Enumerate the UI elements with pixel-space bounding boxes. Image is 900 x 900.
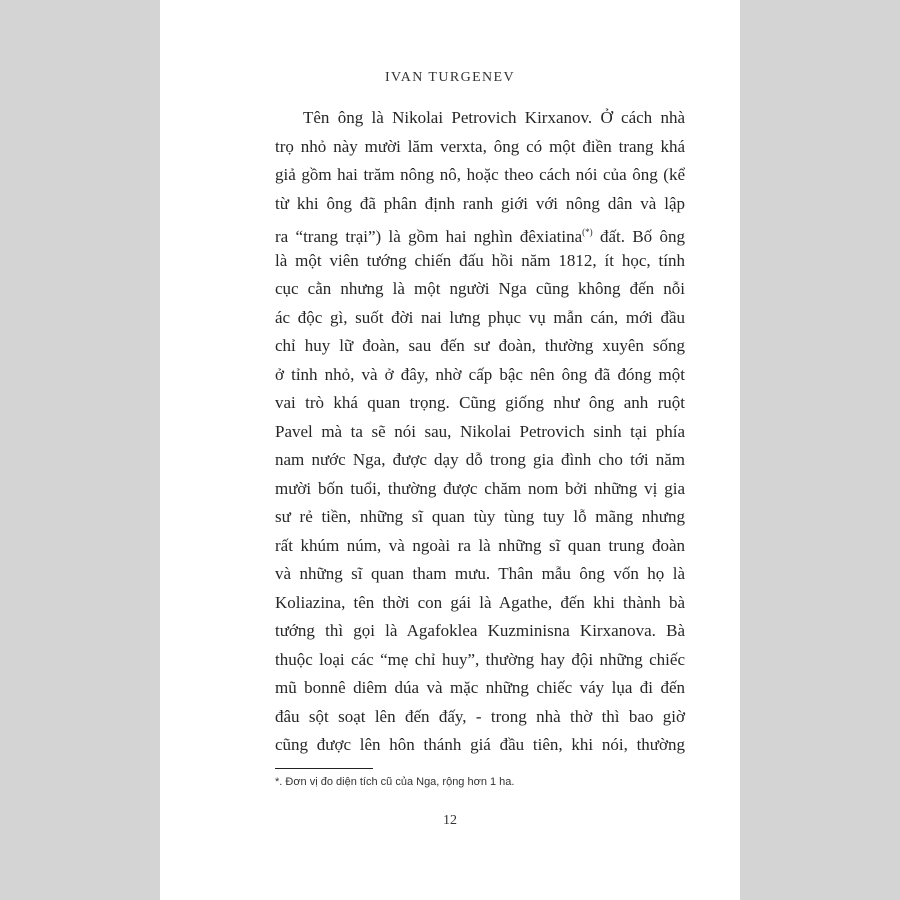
text-segment: ra “trang trại”) là gồm hai nghìn đêxiatina	[275, 227, 583, 246]
text-segment: đất. Bố ông	[592, 227, 685, 246]
text-line: chỉ huy lữ đoàn, sau đến sư đoàn, thường xuyên sống	[275, 336, 685, 355]
text-line: thuộc loại các “mẹ chỉ huy”, thường hay đội những chiếc	[275, 649, 685, 669]
text-line: tướng thì gọi là Agafoklea Kuzminisna Kirxanova. Bà	[275, 621, 685, 640]
text-line: rất khúm núm, và ngoài ra là những sĩ quan trung đoàn	[275, 535, 685, 555]
running-head: IVAN TURGENEV	[384, 70, 516, 85]
text-line: trọ nhỏ này mười lăm verxta, ông có một điền trang khá	[275, 136, 685, 156]
text-line: vai trò khá quan trọng. Cũng giống như ông anh ruột	[275, 393, 685, 412]
text-line: nam nước Nga, được dạy dỗ trong gia đình cho tới năm	[275, 450, 685, 469]
text-line: Tên ông là Nikolai Petrovich Kirxanov. Ở cách nhà	[303, 108, 685, 127]
text-line: từ khi ông đã phân định ranh giới với nông dân và lập	[275, 193, 685, 213]
text-line: cũng được lên hôn thánh giá đầu tiên, khi nói, thường	[275, 735, 685, 754]
footnote-divider	[275, 768, 373, 769]
text-line-with-footnote	[275, 218, 685, 247]
text-line: đâu sột soạt lên đến đấy, - trong nhà thờ thì bao giờ	[275, 706, 685, 726]
text-line: mũ bonnê diêm dúa và mặc những chiếc váy lụa đi đến	[275, 678, 685, 697]
text-line: giả gồm hai trăm nông nô, hoặc theo cách nói của ông (kể	[275, 165, 685, 184]
footnote: *. Đơn vị đo diện tích cũ của Nga, rộng hơn 1 ha.	[275, 776, 515, 788]
footnote-marker: (*)	[582, 227, 593, 237]
text-line: mười bốn tuổi, thường được chăm nom bởi những vị gia	[275, 478, 685, 498]
text-line: sư rẻ tiền, những sĩ quan tùy tùng tuy lỗ mãng nhưng	[275, 507, 685, 526]
text-line: Pavel mà ta sẽ nói sau, Nikolai Petrovich sinh tại phía	[275, 421, 685, 441]
book-page	[160, 0, 740, 900]
page-number: 12	[443, 813, 457, 828]
text-line: ác độc gì, suốt đời nai lưng phục vụ mẫn cán, mới đầu	[275, 307, 685, 327]
text-line: là một viên tướng chiến đấu hồi năm 1812, ít học, tính	[275, 250, 685, 270]
text-line: cục cằn nhưng là một người Nga cũng không đến nỗi	[275, 279, 685, 298]
text-line: ở tỉnh nhỏ, và ở đây, nhờ cấp bậc nên ông đã đóng một	[275, 364, 685, 384]
text-line: Koliazina, tên thời con gái là Agathe, đến khi thành bà	[275, 592, 685, 612]
text-line: và những sĩ quan tham mưu. Thân mẫu ông vốn họ là	[275, 564, 685, 583]
body-text	[275, 104, 685, 760]
